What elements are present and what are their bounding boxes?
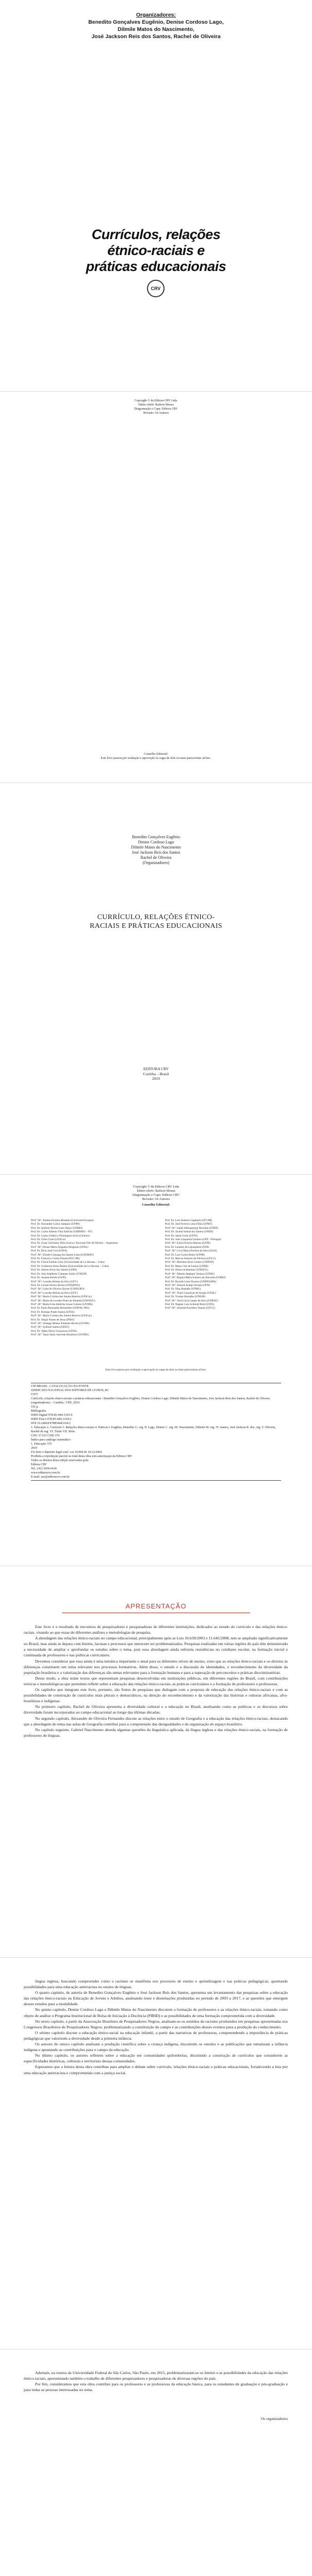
book-title-line: CURRÍCULO, RELAÇÕES ÉTNICO-: [97, 913, 215, 921]
organizers-line: Benedito Gonçalves Eugênio, Denise Cordoso Lago,: [88, 19, 224, 25]
catalog-line: 192 p.: [31, 1405, 39, 1409]
copyright-line: Diagramação e Capa: Editora CRV: [134, 408, 178, 411]
board-member: Profª. Drª. Maria Cristina dos Santos Bezerra (UFSCar): [31, 1314, 92, 1318]
catalog-line: Tel.: (41) 3039-6418: [31, 1467, 57, 1470]
catalog-line: SINDICATO NACIONAL DOS EDITORES DE LIVROS, RJ: [31, 1389, 109, 1392]
board-member: Prof. Dr. Paulo Romualdo Hernandes (UNIFAL-MG): [31, 1307, 90, 1310]
paragraph: No último capítulo, os autores refletem sobre a educação em comunidades quilombolas, discutindo a construção de currículos que considerem as especificidades históricas, culturais e territoriais dessas comunidades.: [24, 2053, 288, 2064]
board-member: Profª. Drª. Lourdes Helena da Silva (UFV): [31, 1291, 78, 1295]
board-member: Profª. Drª. Tania Suely Azevedo Brasileiro (UFOPA): [31, 1333, 89, 1337]
paragraph: Este livro é o resultado de encontros de pesquisadores e pesquisadoras de diferentes instituições, dedicados ao estudo do currículo e das relações étnico-raciais, visando ao que essas de diferentes análises e metodologias de pesquisa.: [24, 1624, 288, 1635]
presentation-title: APRESENTAÇÃO: [125, 1602, 187, 1610]
publisher-year: 2019: [152, 1076, 160, 1081]
author-name: Rachel de Oliveira: [140, 855, 172, 860]
board-member: Prof. Dr. Élsio José Corá (UFFS): [31, 1249, 68, 1253]
presentation-text: [24, 1978, 288, 2076]
catalog-line: Todos os direitos desta edição reservados pela:: [31, 1459, 89, 1462]
catalog-line: 1. Educação 2. Currículo 3. Relações étnico-raciais 4. Práticas I. Eugênio, Benedito G. org. II. Lago, Denise C. org. III. Nascimento, Dilmile M. org. IV. Santos, José Jackson R. dos. org. V. Oliveira, Rachel de org. VI. Título VII. Série.: [31, 1426, 276, 1433]
author-name: Denise Cordoso Lago: [138, 840, 174, 844]
paragraph: Devemos considerar que essa ainda é uma temática importante e atual para os diferentes níveis de ensino, visto que as relações étnico-raciais e os direitos às diferenças constituem um tema relevante nos processos formativos. Além disso, o estudo e a discussão de identidades, o reconhecimento da diversidade da população brasileira e a valorização das diferenças são temas relevantes para a formação humana e para a superação de preconceitos e práticas discriminatórias.: [24, 1658, 288, 1675]
board-member: Prof. Dr. Vicente Bruzalho (UNESP): [165, 1295, 206, 1299]
paragraph: Os capítulos que integram este livro, portanto, são frutos de pesquisas que dialogam com a proposta de educação das relações étnico-raciais e com as possibilidades de construção de currículos mais plurais e democráticos, na direção do reconhecimento e da valorização das histórias e culturas africanas, afro-brasileiras e indígenas.: [24, 1687, 288, 1704]
publisher-city: Curitiba – Brasil: [143, 1071, 169, 1076]
catalog-line: 1. Educação 370: [31, 1443, 52, 1446]
board-member: Profª. Drª. Lívia Maria Ferreira da Silva (UEA): [165, 1249, 217, 1253]
board-member: Prof. Dr. João Adalberto Campato Junior (UNESP): [31, 1272, 87, 1276]
paragraph: O sétimo capítulo discute a educação étnico-racial na educação infantil, a partir das narrativas de professoras, compreendendo a importância de práticas pedagógicas que valorizem a diversidade desde a primeira infância.: [24, 2030, 288, 2041]
board-member: Profª. Drª. Karla Ferreira Martins (UFPE): [165, 1242, 211, 1245]
review-line: Conselho Editorial:: [144, 753, 168, 756]
board-member: Prof. Dr. Francisco Carlos Duarte (PUC-PR): [31, 1257, 80, 1261]
board-member: Profª. Drª. Thaís Gonçalves de Araújo (UFAL): [165, 1291, 216, 1295]
board-member: Prof. Dr. Leonel Severo Rocha (UNISINOS): [31, 1283, 80, 1287]
board-member: Profª. Drª. Elizeth Gonzaga dos Santos Lima (UNEMAT): [31, 1253, 94, 1257]
copyright-line: Diagramação e Capa: Editora CRV: [132, 1193, 180, 1197]
peer-review-note: Este livro passou por avaliação e aprovação às cegas de dois ou mais pareceristas ad hoc.: [105, 1368, 207, 1371]
cover-title-line: Currículos, relações: [91, 227, 221, 242]
cover-page: [0, 0, 312, 392]
publisher-block: [0, 1066, 312, 1081]
paragraph: Os autores do oitavo capítulo analisam a produção científica sobre a criança indígena, discutindo os estudos e as publicações que tematizam a infância indígena e apontando as contribuições para o campo da educação.: [24, 2042, 288, 2053]
board-member: Profª. Drª. Vera Lúcia Gaspar da Silva (UDESC): [165, 1299, 218, 1302]
paragraph: Desse modo, a obra reúne textos que representam pesquisas desenvolvidas em instituições públicas, em diferentes regiões do Brasil, com contribuições teóricas e metodológicas que permitem refletir sobre a educação das relações étnico-raciais, as práticas curriculares e a formação de professores e professoras.: [24, 1675, 288, 1686]
catalog-line: DOI 10.24824/978854443164.2: [31, 1422, 71, 1425]
catalog-line: Índice para catálogo sistemático: [31, 1438, 71, 1442]
authors-block: [0, 835, 312, 866]
board-member: Profª. Drª. Sydione Santos (UEPG): [31, 1326, 70, 1329]
presentation-continued-page: [0, 1958, 312, 2349]
organizers-label: Organizadores:: [136, 12, 176, 18]
presentation-text: [24, 2370, 288, 2393]
board-member: Profª. Drª. Lourdes Helena da Silva (UFV): [31, 1280, 78, 1283]
copyright-line: Revisão: Os Autores: [143, 412, 169, 415]
catalog-line: C975: [31, 1393, 38, 1396]
board-member: Prof. Dr. Silas Brandão (UFMG): [165, 1287, 201, 1291]
signature: Os organizadores: [260, 2416, 288, 2421]
board-member: Prof. Dr. Jacinto Sobral dos Santos (UNEB): [165, 1230, 214, 1234]
presentation-end-page: [0, 2349, 312, 2576]
catalog-line: Proibida a reprodução parcial ou total desta obra sem autorização da Editora CRV: [31, 1455, 133, 1458]
catalog-line: Editora CRV: [31, 1463, 47, 1466]
board-member: Prof. Dr. Cesar Gerônimo Tello (Univer. Nacional Três de Febrero – Argentina): [31, 1242, 118, 1245]
board-member: Prof. Dr. Ricardo Lima Tavares (UNIFESSPA): [165, 1280, 217, 1283]
organizers-line: José Jackson Reis dos Santos, Rachel de Oliveira: [91, 33, 221, 40]
board-member: Profª. Drª. Pâmela Stephani Ventura (UFMG): [165, 1272, 215, 1276]
paragraph: No sexto capítulo, a partir da Associação Brasileira de Pesquisadores Negros, analisam-se os sentidos de racismo produzidos em pesquisas apresentadas nos Congressos Brasileiros de Pesquisadores Negros, problematizando a constituição do campo e as contribuições desses eventos para a produção do conhecimento.: [24, 2019, 288, 2029]
author-name: Dilmile Matos do Nascimento: [131, 845, 181, 850]
board-member: Prof. Dr. Gloria Fariñas León (Universidade de La Havana – Cuba): [31, 1261, 105, 1264]
board-member: Profª. Drª. Maria Cristina dos Santos Bezerra (UFSCar): [31, 1295, 92, 1299]
paragraph: No primeiro capítulo, Rachel de Oliveira apresenta a diversidade cultural e a educação no Brasil, analisando como as políticas e os discursos sobre diversidade foram incorporados ao campo educacional ao longo das últimas décadas.: [24, 1704, 288, 1715]
catalog-line: E-mail: sac@editoracrv.com.br: [31, 1476, 70, 1479]
paragraph: língua inglesa, buscando compreender como o racismo se manifesta nos processos de ensino e aprendizagem e nas práticas pedagógicas, apontando possibilidades para uma educação antirracista no ensino de línguas.: [24, 1979, 288, 1990]
cover-title: [0, 227, 312, 275]
copyright-block: [0, 399, 312, 415]
author-name: Benedito Gonçalves Eugênio: [132, 835, 180, 839]
half-title-page: [0, 392, 312, 783]
review-note: [0, 752, 312, 760]
paragraph: Por fim, consideramos que esta obra contribui para os professores e as professoras da educação básica, para os estudantes de graduação e pós-graduação e para todas as pessoas interessadas no tema.: [24, 2382, 288, 2393]
book-title-line: RACIAIS E PRÁTICAS EDUCACIONAIS: [89, 922, 223, 930]
board-member: Profª. Drª. Maria de Lourdes Pinto de Almeida (UNOESC): [31, 1299, 95, 1302]
board-member: Prof. Dr. Nilson Schmeisser (UNISUL): [165, 1268, 208, 1272]
board-member: Prof. Dr. Luiz Antônio Gagliardi (UFVJM): [165, 1219, 212, 1222]
copyright-page: [0, 1175, 312, 1566]
catalog-line: ISBN Digital 978-85-444-3165-9: [31, 1414, 73, 1417]
editorial-board-left: [31, 1219, 144, 1337]
author-name: José Jackson Reis dos Santos: [132, 850, 180, 855]
copyright-line: Copyright © da Editora CRV Ltda: [133, 1185, 179, 1189]
board-member: Prof. Dr. Sérgio Nunes de Jesus (IFRO): [31, 1318, 75, 1321]
paragraph: A abordagem das relações étnico-raciais no campo educacional, principalmente após as Leis 10.639/2003 e 11.645/2008, tem se ampliado significativamente no Brasil, mas ainda se depara com limites, lacunas e processos que merecem ser problematizados. Pesquisas realizadas em várias regiões do país têm demonstrado a necessidade de ampliar e aprofundar os estudos sobre o tema, pois essa abordagem ainda enfrenta resistências no cotidiano escolar, na formação inicial e continuada de professores e nas políticas curriculares.: [24, 1636, 288, 1658]
board-member: Profª. Drª. Solange Helena Ximenes-Rocha (UFOPA): [31, 1321, 90, 1325]
cover-title-line: práticas educacionais: [86, 259, 226, 274]
board-member: Prof. Dr. Carlos Alberto Vilar Estêvão (UMINHO – PT): [31, 1230, 92, 1234]
board-member: Profª. Drª. Elione Maria Nogueira Diogenes (UFAL): [31, 1245, 89, 1249]
presentation-page: [0, 1566, 312, 1958]
organizers-line: Dilmile Matos do Nascimento,: [118, 26, 194, 32]
board-member: Prof. Dr. Celso Conti (UFSCar): [31, 1238, 66, 1242]
catalog-line: 2019: [31, 1447, 37, 1450]
board-member: Prof. Dr. João Casqueira Cardoso (UFP – Portugal): [165, 1238, 221, 1242]
board-member: Prof. Dr. Mauro Vaz de Lemos (UFRB): [165, 1264, 208, 1268]
review-line: Este livro passou por avaliação e aprovação às cegas de dois ou mais pareceristas ad hoc.: [101, 757, 211, 760]
board-member: Prof. Dr. Alexandre Carlos Sampaio (UFPB): [31, 1223, 80, 1226]
publisher-logo: CRV: [147, 280, 165, 297]
board-member: Prof. Dr. Rodrigo Pratte-Santos (UFES): [31, 1310, 75, 1314]
catalog-line: CDU 37.015 CDD 370: [31, 1434, 60, 1437]
board-member: Profª. Drª. Maria Lília Imbiriba Sousa Colares (UFOPA): [31, 1302, 93, 1306]
board-member: Prof. Dr. Tadeu Oliver Gonçalves (UFPA): [31, 1329, 77, 1333]
board-member: Prof. Dr. Antônio Pereira Gaio Júnior (UFRRJ): [31, 1226, 83, 1230]
board-member: Prof. Dr. Luiz Carlos Bento (UFPR): [165, 1253, 205, 1257]
catalog-line: CIP-BRASIL. CATALOGAÇÃO-NA-FONTE: [31, 1385, 89, 1388]
copyright-line: Copyright © da Editora CRV Ltda.: [134, 399, 178, 402]
paragraph: No capítulo seguinte, Gabriel Nascimento aborda algumas questões da linguística aplicada, da língua inglesa e das relações étnico-raciais, na formação de professores de línguas.: [24, 1727, 288, 1738]
organizers-block: [0, 11, 312, 40]
board-member: Profª. Drª. Regina Maria Fonseca de Azevedo (UFRRJ): [165, 1276, 226, 1280]
presentation-text: [24, 1624, 288, 1738]
board-member: Prof. Dr. José Ferreira Lima Filho (UFMT): [165, 1223, 212, 1226]
board-member: Prof. Dr. Wagner Luiz Schmidt Roth (UFFS): [165, 1302, 215, 1306]
catalog-line: Foi feito o depósito legal conf. Lei 10.994 de 14/12/2004: [31, 1451, 102, 1454]
publisher-name: EDITORA CRV: [143, 1066, 169, 1071]
cover-title-line: étnico-raciais e: [107, 243, 205, 258]
catalog-box: [31, 1383, 281, 1481]
board-member: Prof. Dr. Guillermo Arias Beatón (Universidade de La Havana – Cuba): [31, 1264, 109, 1268]
catalog-line: Bibliografia: [31, 1410, 46, 1413]
paragraph: O quarto capítulo, de autoria de Benedito Gonçalves Eugênio e José Jackson Reis dos Santos, apresenta um levantamento das pesquisas sobre a educação das relações étnico-raciais na Educação de Jovens e Adultos, analisando teses e dissertações produzidas no período de 2003 a 2017, e as questões que emergem desses estudos para a modalidade.: [24, 1990, 288, 2007]
board-member: Profª. Drª. Simone Araújo Arruda (UFPI): [165, 1283, 210, 1287]
board-member: Prof. Dr. Jaime Giolo (UFFS): [165, 1234, 198, 1238]
board-member: Profª. Drª. Isabel Albuquerque Noronha (UFRN): [165, 1226, 219, 1230]
board-member: Prof. Dr. Leandro de Lajonquière (USP): [165, 1245, 209, 1249]
board-label: Conselho Editorial:: [142, 1203, 170, 1207]
copyright-header: [0, 1185, 312, 1207]
board-member: Profª. Drª. Zenaide Pozzebon Taques (UFCG): [165, 1307, 216, 1310]
author-role: (Organizadores): [142, 860, 170, 865]
paragraph: No segundo capítulo, Alexandre de Oliveira Fernandes discute as relações entre o estudo de Geografia e a educação das relações étnico-raciais, destacando que a abordagem do tema nas aulas de Geografia contribui para a compreensão das desigualdades e da organização do espaço brasileiro.: [24, 1716, 288, 1726]
paragraph: No quinto capítulo, Denise Cordoso Lago e Dilmile Matos do Nascimento discutem a formação de professores e as relações étnico-raciais, tomando como objeto de análise o Programa Institucional de Bolsa de Iniciação à Docência (PIBID) e as possibilidades de uma formação comprometida com a diversidade.: [24, 2007, 288, 2018]
board-member: Profª. Drª. Lídia de Oliveira Xavier (UNIEURO): [31, 1287, 85, 1291]
copyright-line: Editor-chefe: Railson Moura: [137, 1189, 175, 1193]
title-page: [0, 783, 312, 1175]
board-member: Prof. Dr. Carlos Federico Dominguez Avila (Unieuro): [31, 1234, 90, 1238]
copyright-line: Editor-chefe: Railson Moura: [138, 403, 174, 406]
board-member: Prof. Dr. Marcos Antonio de Oliveira (UFCG): [165, 1257, 216, 1261]
catalog-line: www.editoracrv.com.br: [31, 1471, 60, 1475]
paragraph: Ademais, na esteira da Universidade Federal de São Carlos, São Paulo, em 2015, problematizaram-se os limites e as possibilidades da educação das relações étnico-raciais, apresentando também o trabalho de diferentes pesquisadores e pesquisadoras de diversas regiões do país.: [24, 2370, 288, 2381]
board-member: Prof. Dr. Josania Portela (UFPI): [31, 1276, 66, 1280]
editorial-board-right: [165, 1219, 284, 1311]
copyright-line: Revisão: Os Autores: [142, 1197, 170, 1201]
catalog-record: [31, 1383, 281, 1481]
board-member: Profª. Drª. Marilene Alves Lemes (UNIFAP): [165, 1261, 214, 1264]
catalog-line: ISBN Físico 978-85-444-3164-2: [31, 1418, 72, 1421]
board-member: Profª. Drª. Andréa Ferreira Miranda (Università Europea): [31, 1219, 94, 1222]
catalog-line: Currículo, relações étnico-raciais e práticas educacionais / Benedito Gonçalves Eugênio, Denise Cordoso Lago, Dilmile Matos do Nascimento, José Jackson Reis dos Santos, Rachel de Oliveira (organizadores) – Curitiba : CRV, 2019.: [31, 1397, 270, 1404]
book-title: [0, 913, 312, 930]
board-member: Prof. Dr. Jailson Alves dos Santos (UFRJ): [31, 1268, 77, 1272]
paragraph: Esperamos que a leitura desta obra contribua para ampliar o debate sobre currículo, relações étnico-raciais e práticas educacionais, fortalecendo a luta por uma educação antirracista e comprometida com a justiça social.: [24, 2064, 288, 2075]
